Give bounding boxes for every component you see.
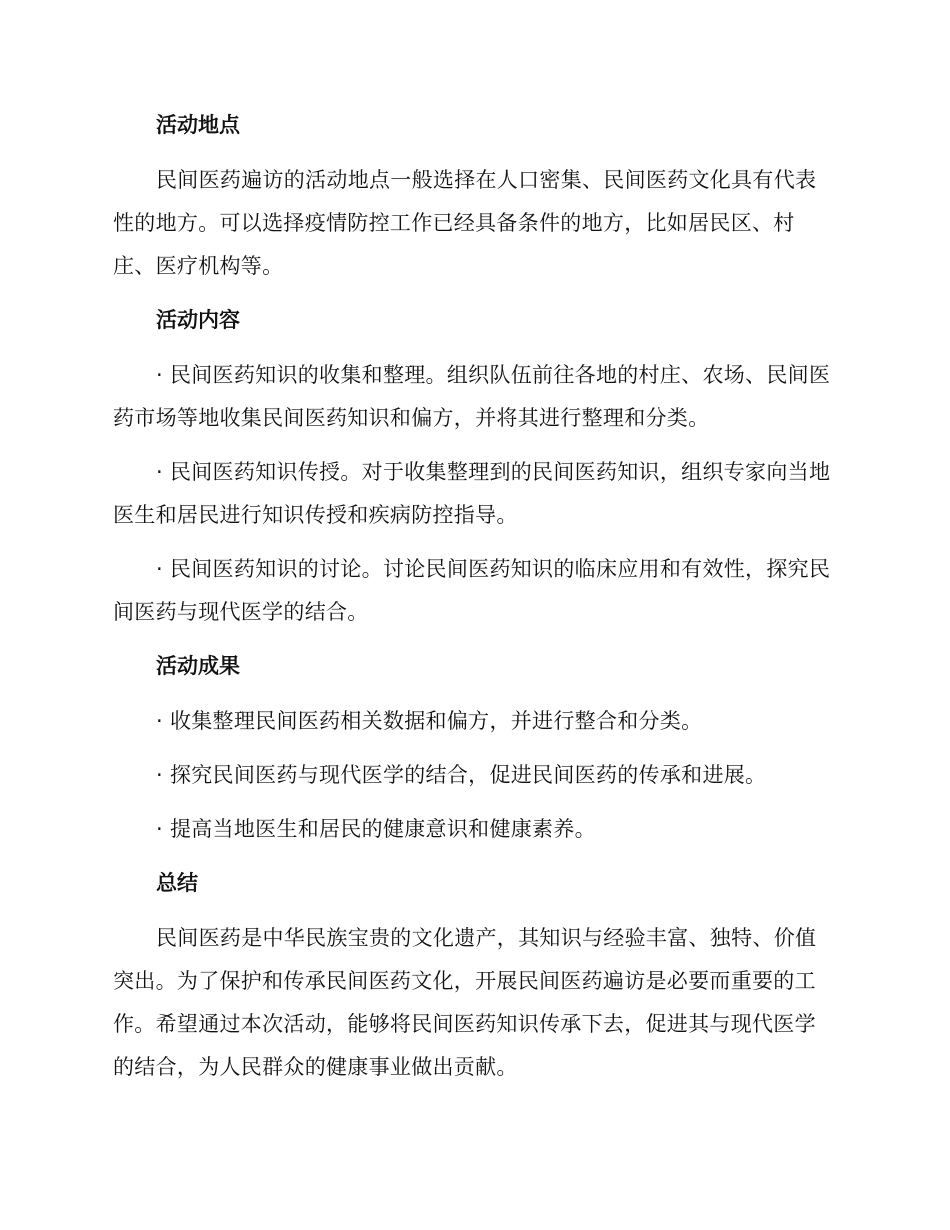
summary-paragraph: 民间医药是中华民族宝贵的文化遗产，其知识与经验丰富、独特、价值突出。为了保护和传承民间医药文化，开展民间医药遍访是必要而重要的工作。希望通过本次活动，能够将民间医药知识传承下去，促进其与现代医学的结合，为人民群众的健康事业做出贡献。 xyxy=(113,926,817,1079)
results-item-collect: · 收集整理民间医药相关数据和偏方，并进行整合和分类。 xyxy=(156,709,703,733)
section-heading-summary: 总结 xyxy=(156,871,198,895)
document-page xyxy=(113,104,835,1100)
section-heading-results: 活动成果 xyxy=(156,654,240,678)
content-item-collect: · 民间医药知识的收集和整理。组织队伍前往各地的村庄、农场、民间医药市场等地收集民间医药知识和偏方，并将其进行整理和分类。 xyxy=(113,363,831,430)
content-item-teach: · 民间医药知识传授。对于收集整理到的民间医药知识，组织专家向当地医生和居民进行知识传授和疾病防控指导。 xyxy=(113,460,831,527)
results-item-awareness: · 提高当地医生和居民的健康意识和健康素养。 xyxy=(156,817,596,841)
section-heading-content: 活动内容 xyxy=(156,308,240,332)
section-heading-location: 活动地点 xyxy=(156,113,240,137)
location-paragraph: 民间医药遍访的活动地点一般选择在人口密集、民间医药文化具有代表性的地方。可以选择疫情防控工作已经具备条件的地方，比如居民区、村庄、医疗机构等。 xyxy=(113,168,817,278)
content-item-discuss: · 民间医药知识的讨论。讨论民间医药知识的临床应用和有效性，探究民间医药与现代医学的结合。 xyxy=(113,557,831,624)
results-item-explore: · 探究民间医药与现代医学的结合，促进民间医药的传承和进展。 xyxy=(156,763,767,787)
